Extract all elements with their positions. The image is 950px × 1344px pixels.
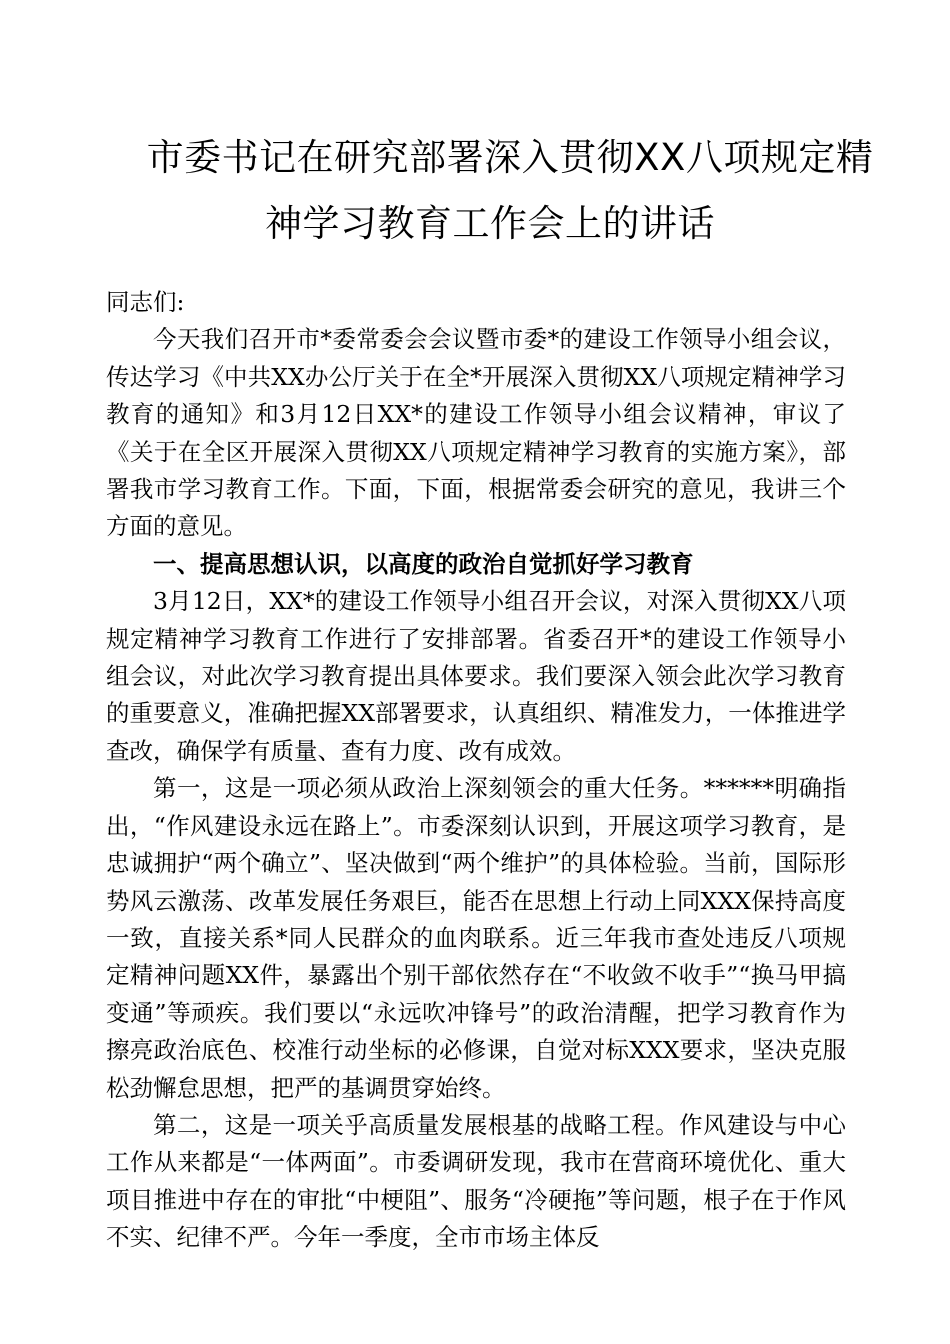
section-1-paragraph-1: 3月12日，XX*的建设工作领导小组召开会议，对深入贯彻XX八项规定精神学习教育工作进行了安排部署。省委召开*的建设工作领导小组会议，对此次学习教育提出具体要求。我们要深入领会此次学习教育的重要意义，准确把握XX部署要求，认真组织、精准发力，一体推进学查改，确保学有质量、查有力度、改有成效。 — [106, 587, 846, 765]
document-body — [106, 284, 846, 1257]
document-title-line-2: 神学习教育工作会上的讲话 — [265, 202, 715, 245]
section-1-paragraph-3: 第二，这是一项关乎高质量发展根基的战略工程。作风建设与中心工作从来都是“一体两面”。市委调研发现，我市在营商环境优化、重大项目推进中存在的审批“中梗阻”、服务“冷硬拖”等问题，根子在于作风不实、纪律不严。今年一季度，全市市场主体反 — [106, 1110, 846, 1252]
salutation: 同志们: — [106, 288, 185, 316]
document-title-line-1: 市委书记在研究部署深入贯彻XX八项规定精 — [146, 136, 874, 179]
section-1-paragraph-2: 第一，这是一项必须从政治上深刻领会的重大任务。******明确指出，“作风建设永远在路上”。市委深刻认识到，开展这项学习教育，是忠诚拥护“两个确立”、坚决做到“两个维护”的具体检验。当前，国际形势风云激荡、改革发展任务艰巨，能否在思想上行动上同XXX保持高度一致，直接关系*同人民群众的血肉联系。近三年我市查处违反八项规定精神问题XX件，暴露出个别干部依然存在“不收敛不收手”“换马甲搞变通”等顽疾。我们要以“永远吹冲锋号”的政治清醒，把学习教育作为擦亮政治底色、校准行动坐标的必修课，自觉对标XXX要求，坚决克服松劲懈怠思想，把严的基调贯穿始终。 — [106, 774, 846, 1102]
section-1-heading: 一、提高思想认识，以高度的政治自觉抓好学习教育 — [153, 549, 694, 578]
intro-paragraph: 今天我们召开市*委常委会会议暨市委*的建设工作领导小组会议，传达学习《中共XX办公厅关于在全*开展深入贯彻XX八项规定精神学习教育的通知》和3月12日XX*的建设工作领导小组会议精神，审议了《关于在全区开展深入贯彻XX八项规定精神学习教育的实施方案》，部署我市学习教育工作。下面，下面，根据常委会研究的意见，我讲三个方面的意见。 — [106, 325, 846, 541]
